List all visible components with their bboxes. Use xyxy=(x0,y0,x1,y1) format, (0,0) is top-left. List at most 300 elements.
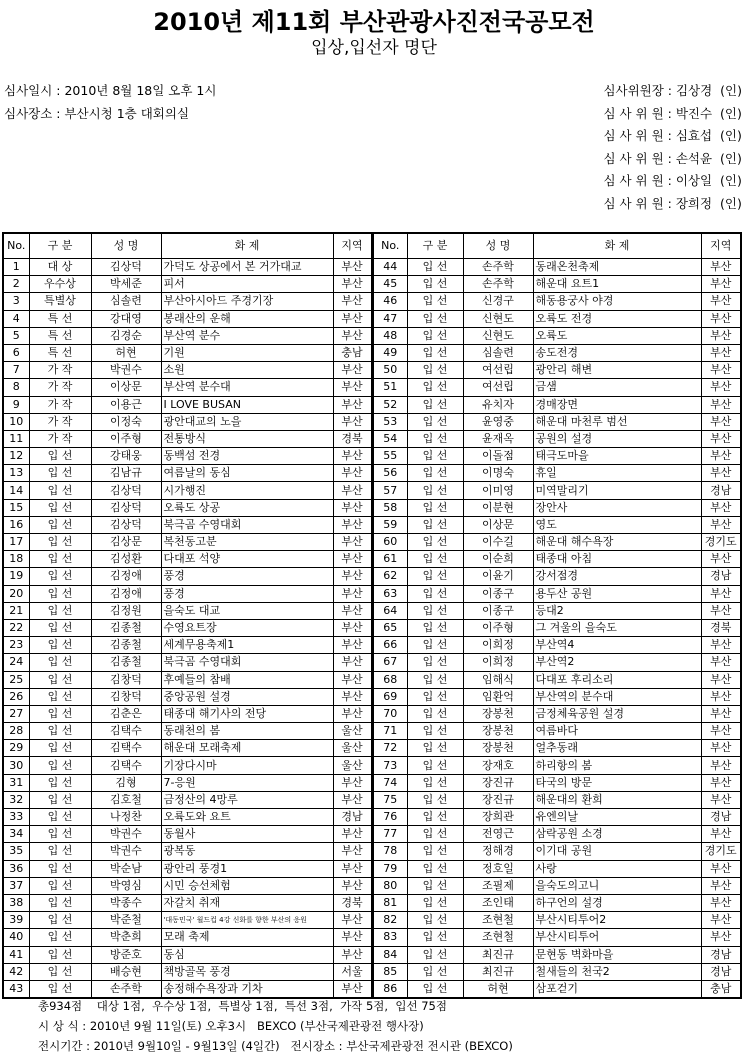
region: 부산 xyxy=(701,551,741,568)
table-row xyxy=(373,688,741,705)
entry-number: 84 xyxy=(373,946,407,963)
region: 부산 xyxy=(333,946,371,963)
award-category: 입 선 xyxy=(407,448,463,465)
photo-title: 피서 xyxy=(161,276,333,293)
table-row xyxy=(373,413,741,430)
photo-title: 가덕도 상공에서 본 거가대교 xyxy=(161,259,333,276)
table-row xyxy=(373,654,741,671)
photo-title: 얼추동래 xyxy=(533,740,701,757)
entry-number: 36 xyxy=(3,860,29,877)
photographer-name: 김성환 xyxy=(91,551,161,568)
entry-number: 82 xyxy=(373,912,407,929)
entry-number: 42 xyxy=(3,963,29,980)
award-category: 입 선 xyxy=(29,946,91,963)
photo-title: 시가행진 xyxy=(161,482,333,499)
region: 부산 xyxy=(333,568,371,585)
entry-number: 74 xyxy=(373,774,407,791)
photo-title: 해운대 요트1 xyxy=(533,276,701,293)
entry-number: 15 xyxy=(3,499,29,516)
entry-number: 21 xyxy=(3,602,29,619)
photographer-name: 김호철 xyxy=(91,791,161,808)
photo-title: 태종대 아침 xyxy=(533,551,701,568)
photo-title: 북극곰 수영대회 xyxy=(161,516,333,533)
entry-number: 69 xyxy=(373,688,407,705)
entry-number: 2 xyxy=(3,276,29,293)
photo-title: 사랑 xyxy=(533,860,701,877)
photo-title: 미역말리기 xyxy=(533,482,701,499)
photographer-name: 장봉천 xyxy=(463,723,533,740)
region: 부산 xyxy=(701,362,741,379)
region: 부산 xyxy=(701,929,741,946)
region: 경북 xyxy=(333,430,371,447)
table-row xyxy=(373,534,741,551)
photo-title: 하리항의 봄 xyxy=(533,757,701,774)
table-row xyxy=(3,516,371,533)
photo-title: 경매장면 xyxy=(533,396,701,413)
region: 부산 xyxy=(701,276,741,293)
photographer-name: 이희정 xyxy=(463,637,533,654)
table-row xyxy=(373,705,741,722)
table-row xyxy=(373,637,741,654)
table-row xyxy=(373,327,741,344)
photographer-name: 박준철 xyxy=(91,912,161,929)
page-title: 2010년 제11회 부산관광사진전국공모전 xyxy=(153,8,595,36)
photo-title: 부산역2 xyxy=(533,654,701,671)
region: 서울 xyxy=(333,963,371,980)
table-row xyxy=(3,826,371,843)
photo-title: 다대포 후리소리 xyxy=(533,671,701,688)
photographer-name: 장진규 xyxy=(463,791,533,808)
region: 경남 xyxy=(701,963,741,980)
table-row xyxy=(3,551,371,568)
table-row xyxy=(373,585,741,602)
entry-number: 31 xyxy=(3,774,29,791)
table-row xyxy=(3,860,371,877)
photographer-name: 조현철 xyxy=(463,929,533,946)
entry-number: 6 xyxy=(3,344,29,361)
photo-title: 해동용궁사 야경 xyxy=(533,293,701,310)
entry-number: 49 xyxy=(373,344,407,361)
table-row xyxy=(3,276,371,293)
photographer-name: 손주학 xyxy=(91,980,161,998)
photo-title: 중앙공원 설경 xyxy=(161,688,333,705)
entry-number: 45 xyxy=(373,276,407,293)
photographer-name: 최진규 xyxy=(463,963,533,980)
award-category: 입 선 xyxy=(29,809,91,826)
entry-number: 77 xyxy=(373,826,407,843)
table-header-row xyxy=(3,233,371,259)
entry-number: 83 xyxy=(373,929,407,946)
award-category: 입 선 xyxy=(29,774,91,791)
table-row xyxy=(3,809,371,826)
photo-title: 수영요트장 xyxy=(161,619,333,636)
region: 부산 xyxy=(333,396,371,413)
photographer-name: 김상덕 xyxy=(91,259,161,276)
region: 경남 xyxy=(701,568,741,585)
award-category: 입 선 xyxy=(29,688,91,705)
region: 부산 xyxy=(333,276,371,293)
judge-line: 심 사 위 원 : 이상일 (인) xyxy=(603,173,742,188)
region: 부산 xyxy=(701,654,741,671)
award-category: 입 선 xyxy=(407,860,463,877)
region: 부산 xyxy=(333,843,371,860)
entry-number: 9 xyxy=(3,396,29,413)
region: 부산 xyxy=(701,448,741,465)
photographer-name: 이분현 xyxy=(463,499,533,516)
award-category: 입 선 xyxy=(29,516,91,533)
photographer-name: 신현도 xyxy=(463,327,533,344)
table-row xyxy=(373,568,741,585)
table-row xyxy=(373,602,741,619)
entry-number: 12 xyxy=(3,448,29,465)
photographer-name: 심솔련 xyxy=(91,293,161,310)
photographer-name: 심솔련 xyxy=(463,344,533,361)
photo-title: 금정체육공원 설경 xyxy=(533,705,701,722)
table-row xyxy=(3,619,371,636)
region: 경북 xyxy=(333,894,371,911)
photographer-name: 이명숙 xyxy=(463,465,533,482)
photographer-name: 정호일 xyxy=(463,860,533,877)
region: 부산 xyxy=(701,602,741,619)
region: 부산 xyxy=(333,860,371,877)
table-body xyxy=(3,259,371,999)
entry-number: 4 xyxy=(3,310,29,327)
region: 부산 xyxy=(701,259,741,276)
entry-number: 73 xyxy=(373,757,407,774)
award-category: 특별상 xyxy=(29,293,91,310)
award-category: 입 선 xyxy=(407,980,463,998)
table-row xyxy=(3,310,371,327)
judging-venue: 심사장소 : 부산시청 1층 대회의실 xyxy=(4,105,190,121)
entry-number: 78 xyxy=(373,843,407,860)
entry-number: 70 xyxy=(373,705,407,722)
entry-number: 34 xyxy=(3,826,29,843)
region: 부산 xyxy=(333,980,371,998)
photographer-name: 방준호 xyxy=(91,946,161,963)
table-row xyxy=(373,619,741,636)
region: 부산 xyxy=(701,310,741,327)
region: 경남 xyxy=(333,809,371,826)
photographer-name: 이종구 xyxy=(463,585,533,602)
table-row xyxy=(373,448,741,465)
photo-title: 용두산 공원 xyxy=(533,585,701,602)
entry-number: 66 xyxy=(373,637,407,654)
photographer-name: 김종철 xyxy=(91,619,161,636)
photographer-name: 박세준 xyxy=(91,276,161,293)
photo-title: 태극도마을 xyxy=(533,448,701,465)
column-header: No. xyxy=(373,233,407,259)
entry-number: 41 xyxy=(3,946,29,963)
entry-number: 18 xyxy=(3,551,29,568)
table-row xyxy=(373,259,741,276)
award-category: 입 선 xyxy=(29,465,91,482)
ceremony-info: 시 상 식 : 2010년 9월 11일(토) 오후3시 BEXCO (부산국제관광전 행사장) xyxy=(38,1019,424,1033)
photographer-name: 강태웅 xyxy=(91,448,161,465)
photo-title: 오륙도 상공 xyxy=(161,499,333,516)
table-row xyxy=(373,791,741,808)
award-category: 입 선 xyxy=(29,619,91,636)
photographer-name: 손주학 xyxy=(463,276,533,293)
judges-list xyxy=(603,80,742,215)
region: 경남 xyxy=(701,482,741,499)
region: 경북 xyxy=(701,619,741,636)
table-row xyxy=(3,379,371,396)
table-row xyxy=(3,293,371,310)
region: 부산 xyxy=(701,344,741,361)
judge-line: 심 사 위 원 : 심효섭 (인) xyxy=(603,128,742,143)
photographer-name: 조필제 xyxy=(463,877,533,894)
total-summary: 총934점 대상 1점, 우수상 1점, 특별상 1점, 특선 3점, 가작 5점, 입선 75점 xyxy=(38,999,447,1013)
entry-number: 76 xyxy=(373,809,407,826)
region: 부산 xyxy=(701,877,741,894)
region: 부산 xyxy=(333,929,371,946)
region: 울산 xyxy=(333,723,371,740)
photo-title: 오륙도 전경 xyxy=(533,310,701,327)
award-category: 입 선 xyxy=(407,362,463,379)
region: 부산 xyxy=(701,327,741,344)
table-row xyxy=(3,946,371,963)
entry-number: 62 xyxy=(373,568,407,585)
photographer-name: 김춘은 xyxy=(91,705,161,722)
entry-number: 13 xyxy=(3,465,29,482)
award-category: 가 작 xyxy=(29,430,91,447)
photographer-name: 임환억 xyxy=(463,688,533,705)
award-category: 입 선 xyxy=(29,843,91,860)
photo-title: 해운대 해수욕장 xyxy=(533,534,701,551)
award-category: 우수상 xyxy=(29,276,91,293)
entry-number: 68 xyxy=(373,671,407,688)
region: 부산 xyxy=(701,430,741,447)
photo-title: 삼포걷기 xyxy=(533,980,701,998)
award-category: 입 선 xyxy=(29,860,91,877)
entry-number: 16 xyxy=(3,516,29,533)
photographer-name: 박춘희 xyxy=(91,929,161,946)
region: 부산 xyxy=(333,602,371,619)
winners-table-right xyxy=(372,232,742,999)
table-row xyxy=(3,894,371,911)
entry-number: 47 xyxy=(373,310,407,327)
award-category: 입 선 xyxy=(407,723,463,740)
entry-number: 39 xyxy=(3,912,29,929)
photographer-name: 이돌점 xyxy=(463,448,533,465)
photo-title: 동백섬 전경 xyxy=(161,448,333,465)
award-category: 입 선 xyxy=(29,894,91,911)
award-category: 가 작 xyxy=(29,362,91,379)
table-row xyxy=(3,534,371,551)
entry-number: 19 xyxy=(3,568,29,585)
award-category: 특 선 xyxy=(29,327,91,344)
table-row xyxy=(3,430,371,447)
region: 경기도 xyxy=(701,534,741,551)
award-category: 입 선 xyxy=(29,826,91,843)
entry-number: 10 xyxy=(3,413,29,430)
winners-table-left xyxy=(2,232,372,999)
region: 부산 xyxy=(701,705,741,722)
photographer-name: 김택수 xyxy=(91,740,161,757)
entry-number: 5 xyxy=(3,327,29,344)
entry-number: 55 xyxy=(373,448,407,465)
award-category: 입 선 xyxy=(29,499,91,516)
photo-title: 송도전경 xyxy=(533,344,701,361)
photographer-name: 허현 xyxy=(463,980,533,998)
region: 부산 xyxy=(333,534,371,551)
table-row xyxy=(373,516,741,533)
photographer-name: 김택수 xyxy=(91,757,161,774)
award-category: 입 선 xyxy=(29,671,91,688)
award-category: 입 선 xyxy=(29,551,91,568)
photographer-name: 여선립 xyxy=(463,379,533,396)
photographer-name: 이주형 xyxy=(91,430,161,447)
region: 부산 xyxy=(701,826,741,843)
region: 부산 xyxy=(701,774,741,791)
region: 부산 xyxy=(333,551,371,568)
photographer-name: 박영심 xyxy=(91,877,161,894)
award-category: 입 선 xyxy=(407,671,463,688)
entry-number: 53 xyxy=(373,413,407,430)
award-category: 입 선 xyxy=(407,654,463,671)
table-row xyxy=(3,448,371,465)
region: 부산 xyxy=(333,654,371,671)
photographer-name: 김창덕 xyxy=(91,688,161,705)
award-category: 입 선 xyxy=(29,534,91,551)
award-category: 입 선 xyxy=(407,465,463,482)
award-category: 입 선 xyxy=(407,602,463,619)
photo-title: 타국의 방문 xyxy=(533,774,701,791)
award-category: 입 선 xyxy=(407,585,463,602)
award-category: 입 선 xyxy=(407,310,463,327)
entry-number: 79 xyxy=(373,860,407,877)
region: 부산 xyxy=(701,688,741,705)
region: 부산 xyxy=(333,637,371,654)
award-category: 입 선 xyxy=(407,619,463,636)
entry-number: 51 xyxy=(373,379,407,396)
photo-title: 광안대교의 노을 xyxy=(161,413,333,430)
entry-number: 75 xyxy=(373,791,407,808)
entry-number: 58 xyxy=(373,499,407,516)
table-row xyxy=(373,740,741,757)
region: 부산 xyxy=(701,671,741,688)
award-category: 입 선 xyxy=(29,568,91,585)
entry-number: 35 xyxy=(3,843,29,860)
photo-title: 부산시티투어2 xyxy=(533,912,701,929)
photographer-name: 이정숙 xyxy=(91,413,161,430)
photographer-name: 이용근 xyxy=(91,396,161,413)
photo-title: 기장다시마 xyxy=(161,757,333,774)
photo-title: 광복동 xyxy=(161,843,333,860)
region: 부산 xyxy=(333,688,371,705)
region: 부산 xyxy=(333,877,371,894)
region: 부산 xyxy=(333,516,371,533)
photo-title: 부산역 분수대 xyxy=(161,379,333,396)
region: 부산 xyxy=(333,465,371,482)
photo-title: 이기대 공원 xyxy=(533,843,701,860)
entry-number: 43 xyxy=(3,980,29,998)
award-category: 입 선 xyxy=(407,396,463,413)
table-row xyxy=(373,293,741,310)
table-row xyxy=(3,705,371,722)
region: 부산 xyxy=(333,705,371,722)
table-row xyxy=(373,843,741,860)
photo-title: 을숙도의고니 xyxy=(533,877,701,894)
entry-number: 37 xyxy=(3,877,29,894)
award-category: 입 선 xyxy=(29,723,91,740)
photographer-name: 유치자 xyxy=(463,396,533,413)
photo-title: 봉래산의 운해 xyxy=(161,310,333,327)
entry-number: 63 xyxy=(373,585,407,602)
photo-title: 철새들의 천국2 xyxy=(533,963,701,980)
photo-title: 7-응원 xyxy=(161,774,333,791)
photographer-name: 김창덕 xyxy=(91,671,161,688)
photographer-name: 김택수 xyxy=(91,723,161,740)
award-category: 입 선 xyxy=(29,585,91,602)
table-row xyxy=(373,723,741,740)
photo-title: 소원 xyxy=(161,362,333,379)
photographer-name: 전영근 xyxy=(463,826,533,843)
region: 부산 xyxy=(333,791,371,808)
award-category: 입 선 xyxy=(29,482,91,499)
table-row xyxy=(3,396,371,413)
photo-title: 풍경 xyxy=(161,585,333,602)
award-category: 입 선 xyxy=(407,430,463,447)
column-header: 화 제 xyxy=(533,233,701,259)
table-row xyxy=(373,344,741,361)
table-row xyxy=(373,430,741,447)
photographer-name: 이수길 xyxy=(463,534,533,551)
table-row xyxy=(373,860,741,877)
region: 부산 xyxy=(701,396,741,413)
photographer-name: 여선립 xyxy=(463,362,533,379)
photo-title: 공원의 설경 xyxy=(533,430,701,447)
table-row xyxy=(373,946,741,963)
region: 부산 xyxy=(701,791,741,808)
region: 부산 xyxy=(333,671,371,688)
photographer-name: 김정원 xyxy=(91,602,161,619)
entry-number: 27 xyxy=(3,705,29,722)
entry-number: 85 xyxy=(373,963,407,980)
table-row xyxy=(373,379,741,396)
photographer-name: 김상덕 xyxy=(91,516,161,533)
region: 경남 xyxy=(701,809,741,826)
photographer-name: 장진규 xyxy=(463,774,533,791)
photographer-name: 김종철 xyxy=(91,637,161,654)
entry-number: 86 xyxy=(373,980,407,998)
photographer-name: 이주형 xyxy=(463,619,533,636)
column-header: 성 명 xyxy=(91,233,161,259)
region: 부산 xyxy=(701,723,741,740)
table-row xyxy=(3,877,371,894)
region: 부산 xyxy=(333,912,371,929)
entry-number: 80 xyxy=(373,877,407,894)
photographer-name: 윤재옥 xyxy=(463,430,533,447)
table-row xyxy=(373,774,741,791)
photographer-name: 박권수 xyxy=(91,843,161,860)
photographer-name: 배승현 xyxy=(91,963,161,980)
photographer-name: 조인태 xyxy=(463,894,533,911)
entry-number: 32 xyxy=(3,791,29,808)
photographer-name: 김형 xyxy=(91,774,161,791)
photo-title: 자갈치 취재 xyxy=(161,894,333,911)
entry-number: 52 xyxy=(373,396,407,413)
judge-line: 심사위원장 : 김상경 (인) xyxy=(603,83,742,98)
entry-number: 65 xyxy=(373,619,407,636)
award-category: 입 선 xyxy=(29,929,91,946)
award-category: 특 선 xyxy=(29,344,91,361)
table-row xyxy=(373,826,741,843)
photo-title: 기원 xyxy=(161,344,333,361)
table-row xyxy=(3,912,371,929)
photo-title: 영도 xyxy=(533,516,701,533)
table-row xyxy=(373,482,741,499)
